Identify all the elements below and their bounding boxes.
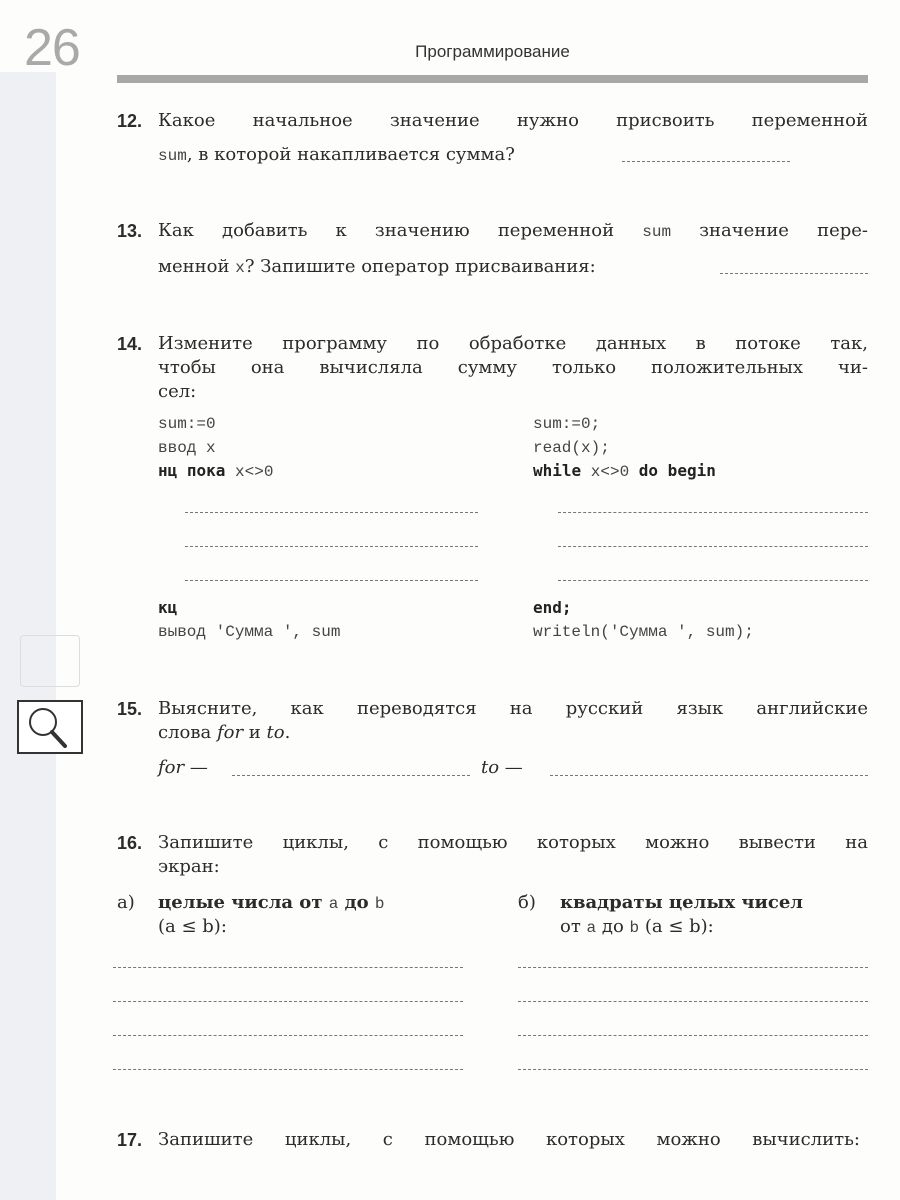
t: ? Запишите оператор присваивания:	[244, 256, 596, 277]
t: for	[216, 722, 244, 743]
question-number: 13.	[117, 221, 143, 241]
t: значение пере-	[699, 220, 868, 241]
t: a	[586, 919, 597, 937]
t: .	[284, 722, 291, 743]
answer-line[interactable]	[185, 546, 478, 547]
answer-line[interactable]	[518, 1035, 868, 1036]
for-label: for —	[158, 757, 208, 778]
magnifier-icon	[17, 700, 83, 754]
answer-line[interactable]	[185, 512, 478, 513]
answer-line[interactable]	[113, 1035, 463, 1036]
code-line: sum:=0	[158, 415, 216, 433]
answer-line[interactable]	[185, 580, 478, 581]
q14-text-3: сел:	[158, 381, 197, 402]
for-answer-field[interactable]	[232, 775, 470, 776]
code-line: read(x);	[533, 439, 610, 457]
page-number: 26	[24, 19, 80, 77]
code-line	[158, 461, 273, 482]
q14-text: Измените программу по обработке данных в потоке так,	[158, 333, 868, 354]
t: целые числа от	[158, 892, 329, 913]
q15-text: Выясните, как переводятся на русский язык английские	[158, 698, 868, 719]
code-line	[533, 598, 572, 619]
code-line	[533, 461, 716, 482]
t: b	[629, 919, 640, 937]
question-number: 16.	[117, 833, 143, 853]
subitem-a-text	[158, 892, 385, 915]
q13-text-2	[158, 256, 596, 279]
q12-text-2b: , в которой накапливается сумма?	[186, 144, 515, 165]
answer-line[interactable]	[518, 1069, 868, 1070]
subitem-label: б)	[518, 892, 536, 913]
q12-text-2	[158, 144, 515, 167]
subitem-b-text-2	[560, 916, 714, 939]
t: от	[560, 916, 587, 937]
keyword: do begin	[638, 461, 716, 480]
header-rule	[117, 75, 868, 83]
answer-line[interactable]	[113, 1001, 463, 1002]
code-line: writeln('Сумма ', sum);	[533, 623, 754, 641]
running-title: Программирование	[415, 42, 570, 61]
t: b	[374, 895, 385, 913]
t: to	[266, 722, 285, 743]
answer-line[interactable]	[518, 1001, 868, 1002]
code-line: sum:=0;	[533, 415, 601, 433]
answer-line[interactable]	[558, 512, 868, 513]
t: a	[328, 895, 339, 913]
code-x: x	[235, 259, 245, 277]
code-line	[158, 598, 177, 619]
keyword: end;	[533, 598, 572, 617]
keyword: кц	[158, 598, 178, 617]
answer-line[interactable]	[518, 967, 868, 968]
q12-text: Какое начальное значение нужно присвоить переменной	[158, 110, 868, 131]
code-sum: sum	[642, 223, 672, 241]
answer-field[interactable]	[720, 273, 868, 274]
answer-line[interactable]	[558, 580, 868, 581]
answer-line[interactable]	[113, 1069, 463, 1070]
faded-icon	[20, 635, 80, 687]
code-line: вывод 'Сумма ', sum	[158, 623, 341, 641]
t: Как добавить к значению переменной	[158, 220, 615, 241]
subitem-a-text-2: (a ≤ b):	[158, 916, 227, 937]
to-label: to —	[481, 757, 523, 778]
t: x<>0	[225, 463, 274, 481]
code-line: ввод x	[158, 439, 216, 457]
question-number: 15.	[117, 699, 143, 719]
q15-text-2	[158, 722, 290, 744]
t: менной	[158, 256, 230, 277]
q17-text: Запишите циклы, с помощью которых можно вычислить:	[158, 1129, 860, 1150]
t: слова	[158, 722, 217, 743]
q16-text-2: экран:	[158, 856, 220, 877]
t: до	[596, 916, 630, 937]
q16-text: Запишите циклы, с помощью которых можно вывести на	[158, 832, 868, 853]
subitem-b-text: квадраты целых чисел	[560, 892, 803, 913]
answer-field[interactable]	[622, 161, 790, 162]
question-number: 17.	[117, 1130, 143, 1150]
code-sum: sum	[158, 147, 187, 165]
question-number: 12.	[117, 111, 143, 131]
keyword: нц пока	[158, 461, 226, 480]
answer-line[interactable]	[558, 546, 868, 547]
subitem-label: а)	[117, 892, 135, 913]
question-number: 14.	[117, 334, 143, 354]
t: до	[338, 892, 375, 913]
q14-text-2: чтобы она вычисляла сумму только положительных чи-	[158, 357, 868, 378]
q13-text	[158, 220, 868, 243]
answer-line[interactable]	[113, 967, 463, 968]
keyword: while	[533, 461, 582, 480]
t: x<>0	[581, 463, 639, 481]
t: и	[243, 722, 267, 743]
to-answer-field[interactable]	[550, 775, 868, 776]
t: (a ≤ b):	[639, 916, 714, 937]
